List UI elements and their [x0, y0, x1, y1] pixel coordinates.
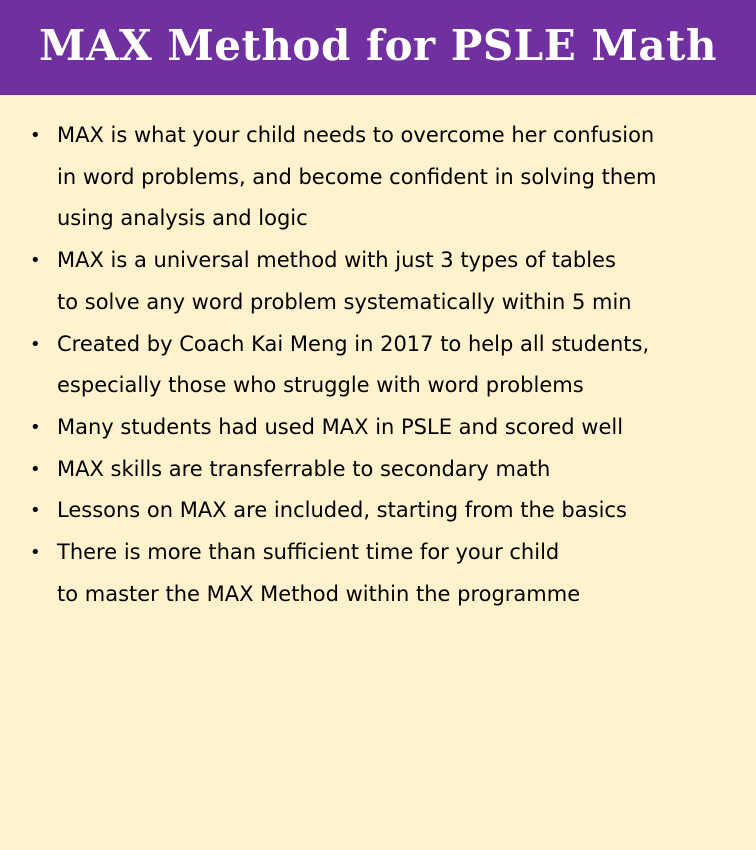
bullet-text-line: MAX is what your child needs to overcome her confusion	[57, 123, 655, 147]
bullet-list	[30, 115, 756, 615]
bullet-text-line: MAX is a universal method with just 3 types of tables	[57, 248, 616, 273]
bullet-text-line: Created by Coach Kai Meng in 2017 to help all students,	[57, 331, 650, 356]
bullet-item	[30, 240, 756, 323]
bullet-icon: •	[30, 542, 41, 564]
bullet-item	[30, 115, 756, 240]
bullet-text-line: in word problems, and become confident in solving them	[57, 164, 657, 189]
bullet-text-line: Lessons on MAX are included, starting from the basics	[57, 498, 627, 523]
bullet-text-line: to solve any word problem systematically within 5 min	[57, 289, 632, 314]
title-banner	[0, 0, 756, 95]
bullet-item	[30, 449, 756, 491]
bullet-item	[30, 532, 756, 615]
bullet-icon: •	[30, 333, 41, 355]
bullet-icon: •	[30, 250, 41, 272]
bullet-item	[30, 490, 756, 532]
bullet-text-line: using analysis and logic	[57, 206, 308, 231]
bullet-item	[30, 324, 756, 407]
bullet-icon: •	[30, 500, 41, 522]
bullet-text-line: to master the MAX Method within the programme	[57, 581, 581, 606]
bullet-content	[0, 95, 756, 615]
bullet-icon: •	[30, 125, 41, 146]
bullet-icon: •	[30, 458, 41, 480]
page-title: MAX Method for PSLE Math	[39, 21, 717, 70]
bullet-text-line: There is more than sufficient time for your child	[57, 540, 560, 565]
bullet-icon: •	[30, 416, 41, 438]
bullet-text-line: Many students had used MAX in PSLE and scored well	[57, 414, 624, 439]
bullet-text-line: especially those who struggle with word problems	[57, 373, 584, 398]
bullet-item	[30, 407, 756, 449]
bullet-text-line: MAX skills are transferrable to secondary math	[57, 456, 551, 481]
